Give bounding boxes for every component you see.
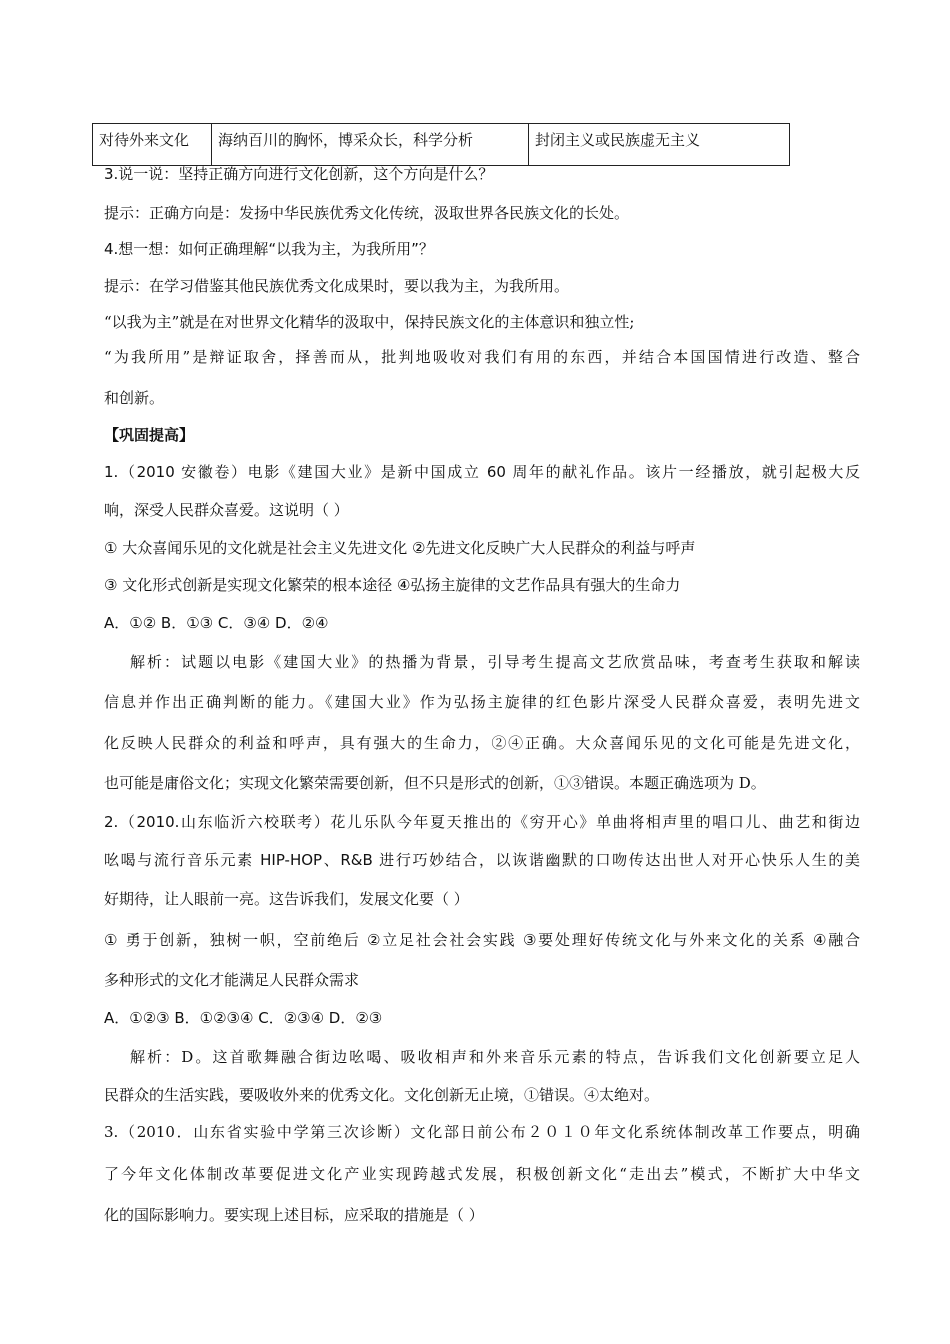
explanation-line: “以我为主”就是在对世界文化精华的汲取中，保持民族文化的主体意识和独立性; [104, 313, 635, 331]
comparison-table [92, 123, 790, 166]
analysis-text: 化反映人民群众的利益和呼声，具有强大的生命力，②④正确。大众喜闻乐见的文化可能是先进文化， [104, 734, 860, 752]
question-2-stem: 2.（2010.山东临沂六校联考）花儿乐队今年夏天推出的《穷开心》单曲将相声里的唱口儿、曲艺和街边 [104, 813, 860, 831]
question-1-option: ① 大众喜闻乐见的文化就是社会主义先进文化 ②先进文化反映广大人民群众的利益与呼声 [104, 539, 696, 557]
question-3-stem: 3.（2010．山东省实验中学第三次诊断）文化部日前公布２０１０年文化系统体制改革工作要点，明确 [104, 1123, 860, 1141]
question-4-prompt: 4.想一想：如何正确理解“以我为主，为我所用”？ [104, 240, 434, 258]
analysis-text: 民群众的生活实践，要吸收外来的优秀文化。文化创新无止境，①错误。④太绝对。 [104, 1086, 660, 1104]
question-2-choices: A．①②③ B．①②③④ C．②③④ D．②③ [104, 1009, 383, 1027]
explanation-line: “为我所用”是辩证取舍，择善而从，批判地吸收对我们有用的东西，并结合本国国情进行改造、整合 [104, 348, 860, 366]
hint-text: 提示：正确方向是：发扬中华民族优秀文化传统，汲取世界各民族文化的长处。 [104, 204, 630, 222]
table-cell: 海纳百川的胸怀，博采众长，科学分析 [212, 124, 529, 166]
question-2-option: 多种形式的文化才能满足人民群众需求 [104, 971, 360, 989]
question-3-prompt: 3.说一说：坚持正确方向进行文化创新，这个方向是什么？ [104, 165, 494, 183]
question-1-choices: A．①② B．①③ C．③④ D．②④ [104, 614, 329, 632]
analysis-text: 解析：试题以电影《建国大业》的热播为背景，引导考生提高文艺欣赏品味，考查考生获取和解读 [130, 653, 860, 671]
question-2-stem: 好期待，让人眼前一亮。这告诉我们，发展文化要（ ） [104, 890, 469, 908]
explanation-line: 和创新。 [104, 389, 165, 407]
question-1-option: ③ 文化形式创新是实现文化繁荣的根本途径 ④弘扬主旋律的文艺作品具有强大的生命力 [104, 576, 681, 594]
question-2-option: ① 勇于创新，独树一帜，空前绝后 ②立足社会社会实践 ③要处理好传统文化与外来文化的关系 ④融合 [104, 931, 860, 949]
analysis-text: 信息并作出正确判断的能力。《建国大业》作为弘扬主旋律的红色影片深受人民群众喜爱，表明先进文 [104, 693, 860, 711]
question-1-stem: 1.（2010 安徽卷）电影《建国大业》是新中国成立 60 周年的献礼作品。该片一经播放，就引起极大反 [104, 463, 860, 481]
analysis-text: 解析：D。这首歌舞融合街边吆喝、吸收相声和外来音乐元素的特点，告诉我们文化创新要立足人 [130, 1048, 860, 1066]
question-2-stem: 吆喝与流行音乐元素 HIP-HOP、R&B 进行巧妙结合，以诙谐幽默的口吻传达出世人对开心快乐人生的美 [104, 851, 860, 869]
question-3-stem: 了今年文化体制改革要促进文化产业实现跨越式发展，积极创新文化“走出去”模式，不断扩大中华文 [104, 1165, 860, 1183]
question-3-stem: 化的国际影响力。要实现上述目标，应采取的措施是（ ） [104, 1206, 484, 1224]
hint-text: 提示：在学习借鉴其他民族优秀文化成果时，要以我为主，为我所用。 [104, 277, 570, 295]
table-cell: 封闭主义或民族虚无主义 [529, 124, 790, 166]
analysis-text: 也可能是庸俗文化；实现文化繁荣需要创新，但不只是形式的创新，①③错误。本题正确选项为 D。 [104, 774, 766, 792]
section-heading: 【巩固提高】 [104, 426, 195, 444]
table-cell: 对待外来文化 [93, 124, 212, 166]
table-row [93, 124, 790, 166]
question-1-stem: 响，深受人民群众喜爱。这说明（ ） [104, 501, 349, 519]
